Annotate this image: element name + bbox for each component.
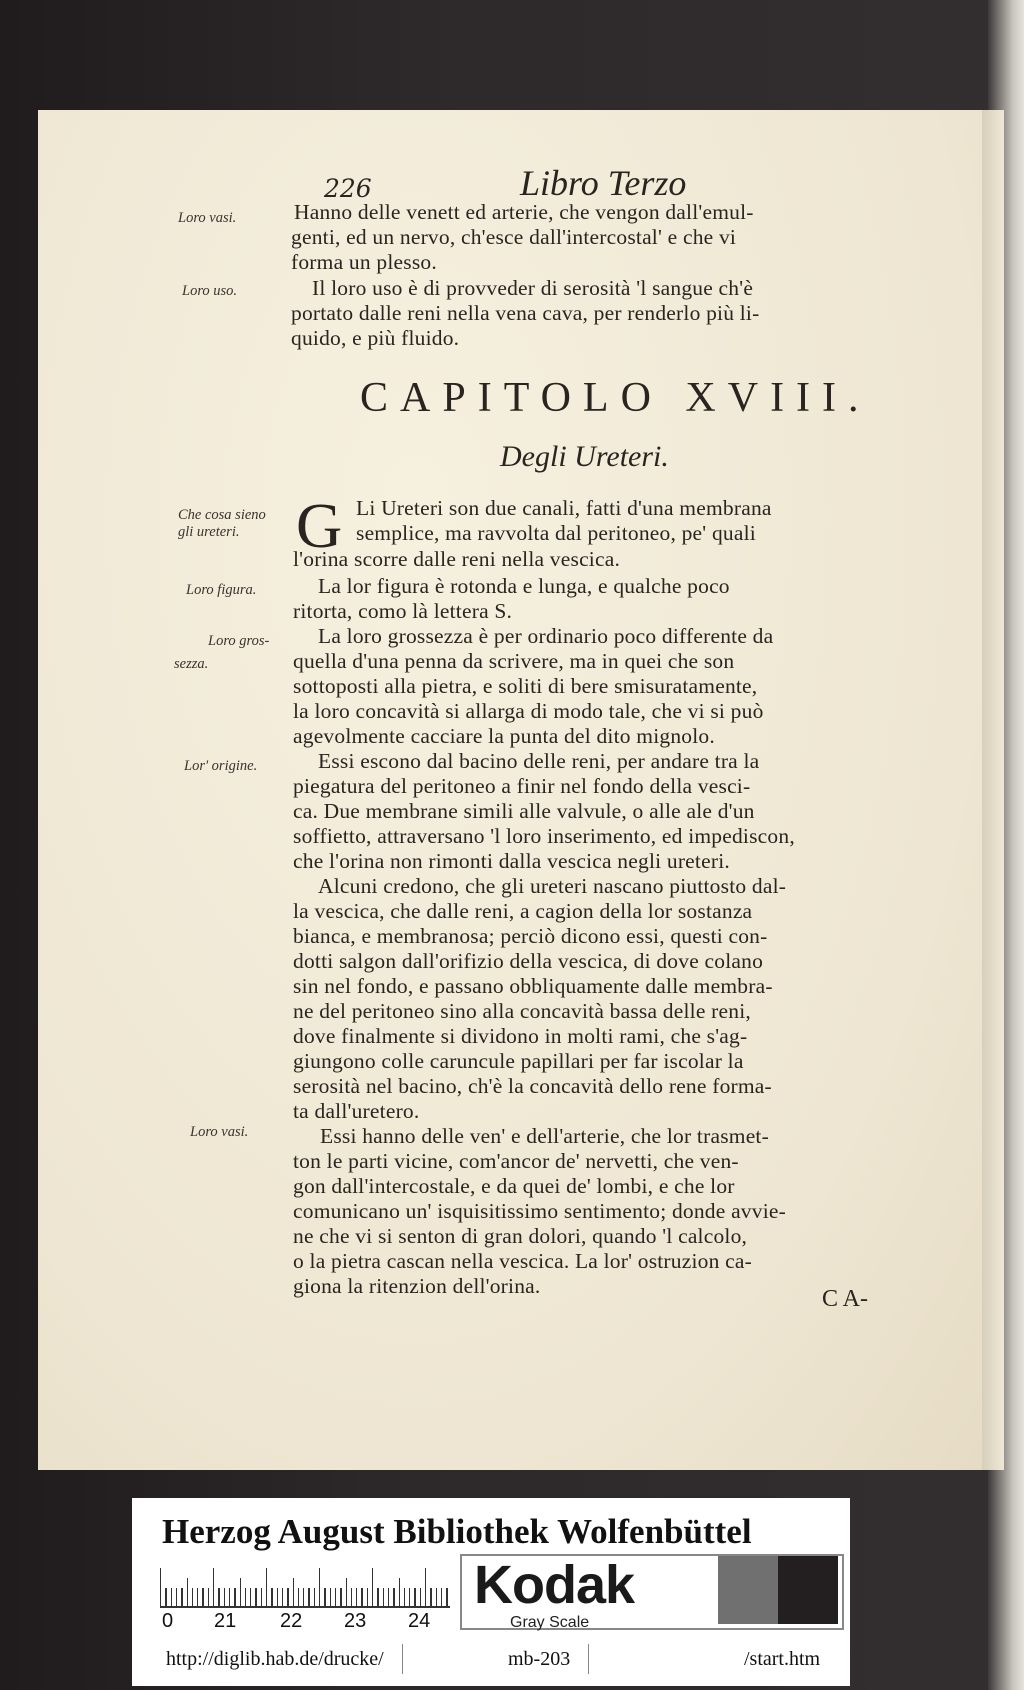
text-line: ritorta, como là lettera S. <box>293 599 513 623</box>
ruler-tick <box>388 1588 389 1606</box>
ruler-tick <box>187 1578 188 1606</box>
margin-note: Loro uso. <box>182 283 238 299</box>
ruler-tick <box>404 1588 405 1606</box>
text-line: sottoposti alla pietra, e soliti di bere smisuratamente, <box>293 674 758 698</box>
text-line: serosità nel bacino, ch'è la concavità dello rene forma- <box>293 1074 772 1098</box>
text-line: giona la ritenzion dell'orina. <box>293 1274 541 1298</box>
kodak-logo: Kodak <box>474 1555 635 1615</box>
gray-scale-label: Gray Scale <box>510 1614 590 1631</box>
ruler-tick <box>271 1588 272 1606</box>
text-line: La lor figura è rotonda e lunga, e qualche poco <box>318 574 730 598</box>
text-line: ne del peritoneo sino alla concavità bassa delle reni, <box>293 999 751 1023</box>
text-line: comunicano un' isquisitissimo sentimento; donde avvie- <box>293 1199 786 1223</box>
text-line: bianca, e membranosa; perciò dicono essi, questi con- <box>293 924 768 948</box>
library-name: Herzog August Bibliothek Wolfenbüttel <box>162 1512 752 1551</box>
text-line: dotti salgon dall'orifizio della vescica, di dove colano <box>293 949 764 973</box>
ruler-tick <box>181 1588 182 1606</box>
ruler-tick <box>420 1588 421 1606</box>
running-head: Libro Terzo <box>520 163 687 203</box>
ruler-number: 0 <box>162 1610 174 1632</box>
ruler-number: 21 <box>214 1610 237 1632</box>
ruler-tick <box>340 1588 341 1606</box>
ruler-tick <box>234 1588 235 1606</box>
text-line: la loro concavità si allarga di modo tale, che vi si può <box>293 699 764 723</box>
ruler-tick <box>425 1568 426 1606</box>
ruler-tick <box>202 1588 203 1606</box>
ruler-tick <box>192 1588 193 1606</box>
text-line: Essi escono dal bacino delle reni, per andare tra la <box>318 749 760 773</box>
text-line: Alcuni credono, che gli ureteri nascano piuttosto dal- <box>318 874 787 898</box>
catchword: C A- <box>822 1286 869 1312</box>
ruler-tick <box>165 1588 166 1606</box>
ruler-tick <box>213 1568 214 1606</box>
library-label-card <box>132 1498 850 1686</box>
gray-patch-dark <box>778 1556 838 1624</box>
ruler-tick <box>303 1588 304 1606</box>
ruler-number: 22 <box>280 1610 303 1632</box>
ruler-tick <box>372 1568 373 1606</box>
url-mid: mb-203 <box>508 1648 571 1670</box>
ruler-tick <box>282 1588 283 1606</box>
ruler-tick <box>399 1578 400 1606</box>
margin-note: Che cosa sieno <box>178 507 266 523</box>
ruler-tick <box>367 1588 368 1606</box>
ruler-tick <box>361 1588 362 1606</box>
text-line: Il loro uso è di provveder di serosità 'l sangue ch'è <box>312 276 754 300</box>
ruler-tick <box>224 1588 225 1606</box>
ruler-tick <box>414 1588 415 1606</box>
ruler-tick <box>330 1588 331 1606</box>
text-line: forma un plesso. <box>291 250 437 274</box>
divider <box>588 1644 589 1674</box>
text-line: portato dalle reni nella vena cava, per renderlo più li- <box>291 301 760 325</box>
ruler-number: 23 <box>344 1610 367 1632</box>
text-line: l'orina scorre dalle reni nella vescica. <box>293 547 621 571</box>
text-line: ton le parti vicine, com'ancor de' nervetti, che ven- <box>293 1149 739 1173</box>
ruler-tick <box>324 1588 325 1606</box>
text-line: ta dall'uretero. <box>293 1099 420 1123</box>
page-number: 226 <box>324 174 372 203</box>
text-line: giungono colle caruncule papillari per far iscolar la <box>293 1049 744 1073</box>
ruler-tick <box>208 1588 209 1606</box>
ruler-tick <box>293 1578 294 1606</box>
ruler-tick <box>229 1588 230 1606</box>
ruler-tick <box>261 1588 262 1606</box>
text-line: Essi hanno delle ven' e dell'arterie, che lor trasmet- <box>320 1124 769 1148</box>
ruler-tick <box>314 1588 315 1606</box>
text-line: ca. Due membrane simili alle valvule, o alle ale d'un <box>293 799 755 823</box>
ruler-tick <box>160 1568 161 1606</box>
ruler-tick <box>436 1588 437 1606</box>
ruler-tick <box>250 1588 251 1606</box>
text-line: quido, e più fluido. <box>291 326 460 350</box>
ruler-tick <box>171 1588 172 1606</box>
gray-patch-mid <box>718 1556 778 1624</box>
url-right: /start.htm <box>744 1648 821 1670</box>
ruler-tick <box>430 1588 431 1606</box>
drop-cap: G <box>296 490 343 561</box>
ruler-tick <box>218 1588 219 1606</box>
ruler-tick <box>377 1588 378 1606</box>
ruler-tick <box>383 1588 384 1606</box>
ruler-tick <box>346 1578 347 1606</box>
ruler-tick <box>409 1588 410 1606</box>
ruler-tick <box>287 1588 288 1606</box>
chapter-subtitle: Degli Ureteri. <box>500 440 669 473</box>
ruler-tick <box>308 1588 309 1606</box>
text-line: soffietto, attraversano 'l loro inserimento, ed impediscon, <box>293 824 795 848</box>
ruler-number: 24 <box>408 1610 431 1632</box>
ruler-tick <box>176 1588 177 1606</box>
ruler-tick <box>393 1588 394 1606</box>
ruler-tick <box>240 1578 241 1606</box>
margin-note: gli ureteri. <box>178 524 240 540</box>
text-line: semplice, ma ravvolta dal peritoneo, pe' quali <box>356 521 756 545</box>
ruler-tick <box>319 1568 320 1606</box>
ruler-tick <box>335 1588 336 1606</box>
url-left: http://diglib.hab.de/drucke/ <box>166 1648 384 1670</box>
text-line: Li Ureteri son due canali, fatti d'una membrana <box>356 496 772 520</box>
ruler-tick <box>441 1588 442 1606</box>
text-line: La loro grossezza è per ordinario poco differente da <box>318 624 774 648</box>
ruler-tick <box>245 1588 246 1606</box>
ruler-tick <box>298 1588 299 1606</box>
text-line: Hanno delle venett ed arterie, che vengon dall'emul- <box>294 200 754 224</box>
margin-note: Loro vasi. <box>178 210 237 226</box>
page-edge <box>982 110 1004 1470</box>
text-line: che l'orina non rimonti dalla vescica negli ureteri. <box>293 849 730 873</box>
text-line: genti, ed un nervo, ch'esce dall'intercostal' e che vi <box>291 225 737 249</box>
text-line: sin nel fondo, e passano obbliquamente dalle membra- <box>293 974 773 998</box>
margin-note: sezza. <box>174 656 209 672</box>
ruler-tick <box>266 1568 267 1606</box>
ruler-tick <box>351 1588 352 1606</box>
text-line: la vescica, che dalle reni, a cagion della lor sostanza <box>293 899 753 923</box>
divider <box>402 1644 403 1674</box>
text-line: ne che vi si senton di gran dolori, quando 'l calcolo, <box>293 1224 748 1248</box>
text-line: quella d'una penna da scrivere, ma in quei che son <box>293 649 735 673</box>
ruler-tick <box>277 1588 278 1606</box>
margin-note: Loro figura. <box>186 582 257 598</box>
chapter-title: CAPITOLO XVIII. <box>360 375 871 421</box>
margin-note: Lor' origine. <box>184 758 258 774</box>
margin-note: Loro vasi. <box>190 1124 249 1140</box>
text-line: agevolmente cacciare la punta del dito mignolo. <box>293 724 715 748</box>
scale-ruler <box>160 1566 450 1608</box>
text-line: piegatura del peritoneo a finir nel fondo della vesci- <box>293 774 751 798</box>
ruler-tick <box>446 1588 447 1606</box>
text-line: dove finalmente si dividono in molti rami, che s'ag- <box>293 1024 748 1048</box>
ruler-tick <box>356 1588 357 1606</box>
ruler-tick <box>197 1588 198 1606</box>
ruler-tick <box>255 1588 256 1606</box>
margin-note: Loro gros- <box>208 633 270 649</box>
text-line: gon dall'intercostale, e da quei de' lombi, e che lor <box>293 1174 735 1198</box>
text-line: o la pietra cascan nella vescica. La lor' ostruzion ca- <box>293 1249 752 1273</box>
